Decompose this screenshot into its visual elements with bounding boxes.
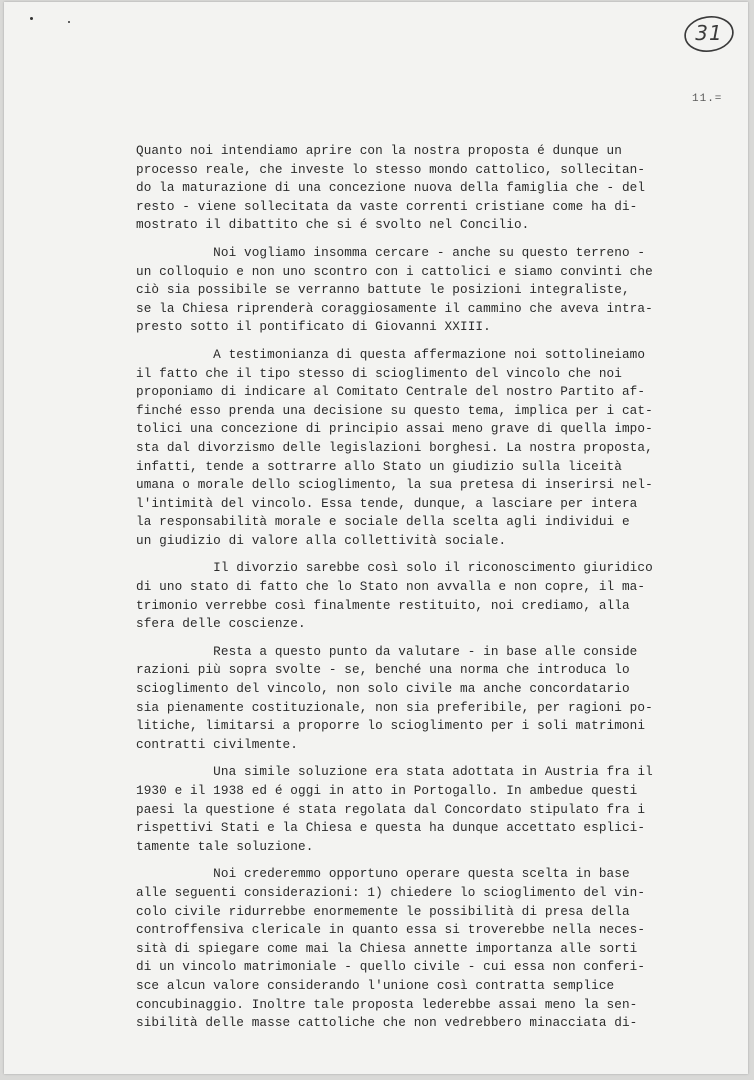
text-line: Il divorzio sarebbe così solo il riconoscimento giuridico (136, 560, 653, 576)
text-line: trimonio verrebbe così finalmente restituito, noi crediamo, alla (136, 597, 630, 613)
paragraph (136, 763, 742, 856)
text-line: scioglimento del vincolo, non solo civile ma anche concordatario (136, 681, 630, 697)
archive-stamp (682, 14, 736, 54)
paragraph (136, 244, 742, 337)
typewritten-page (4, 2, 748, 1074)
text-line: mostrato il dibattito che si é svolto nel Concilio. (136, 217, 530, 233)
ink-speck (68, 21, 70, 23)
text-line: proponiamo di indicare al Comitato Centrale del nostro Partito af- (136, 384, 646, 400)
text-line: processo reale, che investe lo stesso mondo cattolico, sollecitan- (136, 161, 646, 177)
text-line: controffensiva clericale in quanto essa si troverebbe nella neces- (136, 922, 646, 938)
text-line: sta dal divorzismo delle legislazioni borghesi. La nostra proposta, (136, 439, 653, 455)
text-line: ciò sia possibile se verranno battute le posizioni integraliste, (136, 282, 630, 298)
text-line: sce alcun valore considerando l'unione così contratta semplice (136, 977, 615, 993)
text-line: sità di spiegare come mai la Chiesa annette importanza alle sorti (136, 940, 638, 956)
text-line: paesi la questione é stata regolata dal Concordato stipulato fra i (136, 801, 646, 817)
text-line: presto sotto il pontificato di Giovanni XXIII. (136, 319, 491, 335)
paragraph (136, 142, 742, 235)
archive-number: 31 (695, 21, 723, 45)
paragraph (136, 643, 742, 755)
text-line: di un vincolo matrimoniale - quello civile - cui essa non conferi- (136, 959, 646, 975)
text-line: Una simile soluzione era stata adottata in Austria fra il (136, 764, 653, 780)
text-line: Quanto noi intendiamo aprire con la nostra proposta é dunque un (136, 143, 622, 158)
paragraph (136, 346, 742, 551)
text-line: tamente tale soluzione. (136, 838, 314, 854)
text-line: di uno stato di fatto che lo Stato non avvalla e non copre, il ma- (136, 579, 646, 595)
text-line: sfera delle coscienze. (136, 616, 306, 632)
text-line: do la maturazione di una concezione nuova della famiglia che - del (136, 180, 646, 196)
text-line: tolici una concezione di principio assai meno grave di quella impo- (136, 421, 653, 437)
text-line: il fatto che il tipo stesso di scioglimento del vincolo che noi (136, 365, 622, 381)
text-line: A testimonianza di questa affermazione noi sottolineiamo (136, 346, 646, 362)
text-line: se la Chiesa riprenderà coraggiosamente il cammino che aveva intra- (136, 300, 653, 316)
text-line: umana o morale dello scioglimento, la sua pretesa di inserirsi nel- (136, 477, 653, 493)
text-line: colo civile ridurrebbe enormemente le possibilità di presa della (136, 903, 630, 919)
text-line: infatti, tende a sottrarre allo Stato un giudizio sulla liceità (136, 458, 622, 474)
text-line: sia pienamente costituzionale, non sia preferibile, per ragioni po- (136, 699, 653, 715)
text-line: 1930 e il 1938 ed é oggi in atto in Portogallo. In ambedue questi (136, 783, 638, 798)
ink-speck (30, 17, 33, 20)
text-line: litiche, limitarsi a proporre lo scioglimento per i soli matrimoni (136, 718, 646, 734)
text-line: contratti civilmente. (136, 736, 298, 752)
text-line: Noi vogliamo insomma cercare - anche su questo terreno - (136, 244, 646, 260)
text-line: razioni più sopra svolte - se, benché una norma che introduca lo (136, 662, 630, 678)
page-number: 11.= (692, 93, 723, 105)
text-line: un giudizio di valore alla collettività sociale. (136, 532, 507, 548)
paragraph (136, 865, 742, 1032)
text-line: rispettivi Stati e la Chiesa e questa ha dunque accettato esplici- (136, 820, 646, 836)
text-line: la responsabilità morale e sociale della scelta agli individui e (136, 514, 630, 530)
paragraph (136, 559, 742, 633)
text-line: sibilità delle masse cattoliche che non vedrebbero minacciata di- (136, 1015, 638, 1031)
text-line: finché esso prenda una decisione su questo tema, implica per i cat- (136, 402, 653, 418)
text-line: Resta a questo punto da valutare - in base alle conside (136, 643, 638, 659)
text-line: Noi crederemmo opportuno operare questa scelta in base (136, 866, 630, 882)
text-line: l'intimità del vincolo. Essa tende, dunque, a lasciare per intera (136, 495, 638, 511)
text-line: resto - viene sollecitata da vaste correnti cristiane come ha di- (136, 198, 638, 214)
text-line: un colloquio e non uno scontro con i cattolici e siamo convinti che (136, 263, 653, 279)
text-line: concubinaggio. Inoltre tale proposta lederebbe assai meno la sen- (136, 996, 638, 1012)
document-body (136, 142, 742, 1042)
text-line: alle seguenti considerazioni: 1) chiedere lo scioglimento del vin- (136, 884, 646, 900)
